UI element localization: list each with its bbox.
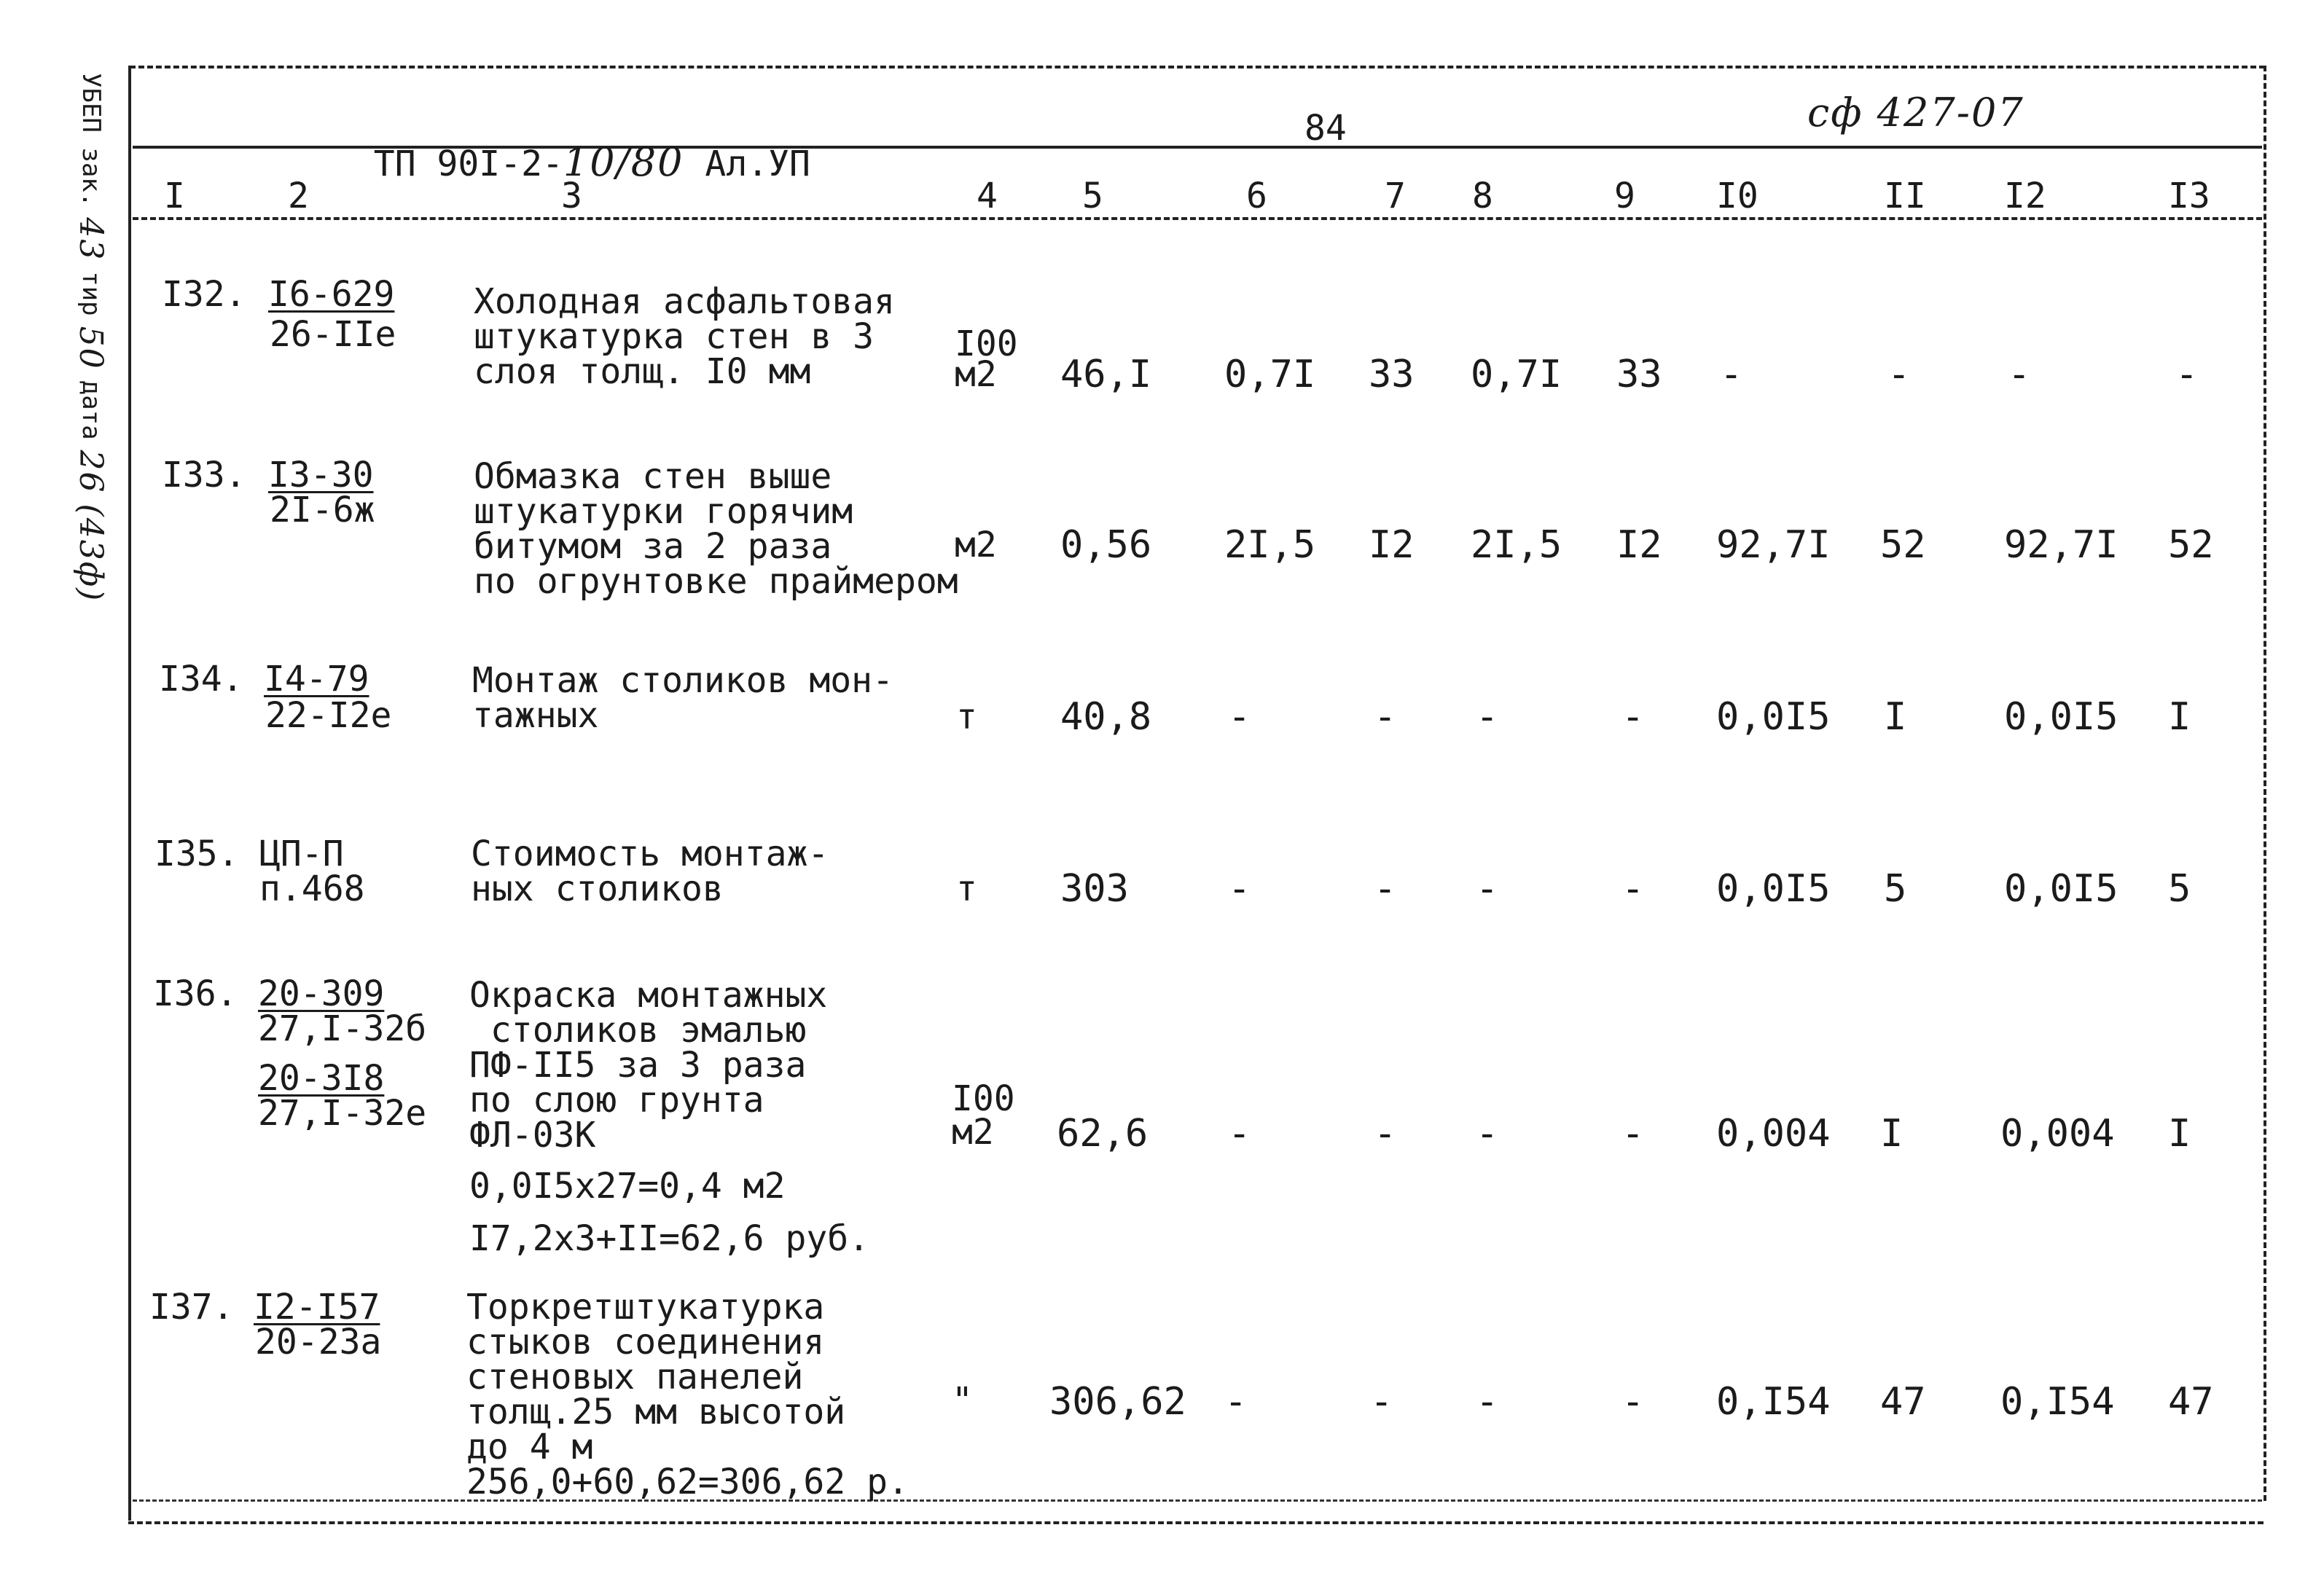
cell-col-7: I2 [1369,523,1415,567]
column-header-rule [133,217,2262,220]
doc-prefix: ТП 90I-2- [373,144,563,184]
cell-col-13: I [2168,695,2191,739]
cell-col-10: - [1720,353,1743,396]
cell-col-7: - [1370,1380,1393,1424]
col-1-header: I [164,176,185,216]
cell-col-11: 5 [1884,867,1907,911]
work-description-line: ПФ-II5 за 3 раза [469,1045,807,1086]
cell-col-12: 92,7I [2004,523,2118,567]
cell-col-12: - [2008,353,2031,396]
work-description-line: Холодная асфальтовая [474,281,895,322]
cell-col-9: - [1621,867,1645,911]
work-description-line: битумом за 2 раза [474,526,832,567]
cell-col-5: 0,56 [1060,523,1152,567]
document-designation [332,108,810,185]
norm-code: 20-309 [258,973,385,1014]
cell-col-10: 92,7I [1716,523,1831,567]
cell-col-13: I [2168,1112,2191,1156]
work-description-line: слоя толщ. I0 мм [474,351,811,392]
work-description-line: толщ.25 мм высотой [466,1392,846,1432]
price-code: 22-I2e [265,695,392,736]
cell-col-6: 0,7I [1224,353,1316,396]
cell-col-5: 40,8 [1060,695,1152,739]
norm-code: I2-I57 [254,1287,380,1328]
cell-col-8: 0,7I [1471,353,1562,396]
col-6-header: 6 [1246,176,1267,216]
col-5-header: 5 [1082,176,1103,216]
work-description-line: тажных [472,695,599,736]
col-2-header: 2 [288,176,309,216]
cell-col-12: 0,0I5 [2004,695,2118,739]
cell-col-8: - [1476,867,1499,911]
sheet-code: сф 427-07 [1807,90,2024,136]
norm-code: I3-30 [268,455,374,495]
cell-col-13: 5 [2168,867,2191,911]
row-number: I33. [162,455,246,495]
doc-suffix: Ал.УП [705,144,810,184]
stamp-order-no: 43 [72,217,110,262]
calculation-note: I7,2x3+II=62,6 руб. [469,1218,870,1259]
cell-col-6: - [1228,867,1251,911]
price-code: п.468 [259,868,365,909]
col-10-header: I0 [1716,176,1758,216]
work-description-line: Торкретштукатурка [466,1287,825,1328]
cell-col-12: 0,0I5 [2004,867,2118,911]
col-8-header: 8 [1472,176,1493,216]
cell-col-11: I [1884,695,1907,739]
cell-col-5: 306,62 [1049,1380,1186,1424]
stamp-label: УБЕП зак. [77,73,106,208]
col-13-header: I3 [2168,176,2210,216]
cell-col-8: 2I,5 [1471,523,1562,567]
norm-code: I4-79 [264,659,369,699]
cell-col-6: - [1228,695,1251,739]
cell-col-9: - [1621,1380,1645,1424]
col-9-header: 9 [1614,176,1635,216]
cell-col-10: 0,0I5 [1716,867,1831,911]
norm-code-2: 20-3I8 [258,1058,385,1099]
cell-col-13: 47 [2168,1380,2214,1424]
col-4-header: 4 [977,176,998,216]
cell-col-8: - [1476,1112,1499,1156]
unit: т [956,697,977,737]
cell-col-9: 33 [1616,353,1662,396]
frame-right-border [2264,66,2266,1501]
cell-col-9: - [1621,695,1645,739]
unit: м2 [952,1112,994,1153]
work-description-line: штукатурки горячим [474,491,853,532]
work-description-line: Обмазка стен выше [474,456,832,497]
row-number: I32. [162,274,246,315]
cell-col-6: - [1224,1380,1248,1424]
cell-col-13: 52 [2168,523,2214,567]
price-code-2: 27,I-32е [258,1093,427,1134]
unit: м2 [955,525,997,565]
col-12-header: I2 [2004,176,2046,216]
cell-col-12: 0,I54 [2000,1380,2115,1424]
cell-col-10: 0,I54 [1716,1380,1831,1424]
work-description-line: стыков соединения [466,1322,825,1362]
norm-code: ЦП-П [259,834,344,874]
cell-col-7: 33 [1369,353,1415,396]
price-code: 27,I-32б [258,1008,427,1049]
cell-col-7: - [1374,867,1397,911]
unit: I00 [952,1078,1015,1119]
cell-col-6: - [1228,1112,1251,1156]
stamp-date: 26 [72,450,110,494]
row-number: I34. [159,659,243,699]
cell-col-11: 52 [1880,523,1926,567]
cell-col-13: - [2175,353,2199,396]
cell-col-7: - [1374,695,1397,739]
work-description-line: ных столиков [471,868,724,909]
frame-top-border [130,66,2265,68]
stamp-date-label: дата [77,380,106,440]
cell-col-10: 0,004 [1716,1112,1831,1156]
side-stamp [58,73,124,627]
cell-col-11: I [1880,1112,1904,1156]
work-description-line: Стоимость монтаж- [471,834,829,874]
work-description-line: Монтаж столиков мон- [472,660,893,701]
norm-code: I6-629 [268,274,395,315]
row-number: I37. [149,1287,234,1328]
cell-col-7: - [1374,1112,1397,1156]
price-code: 26-IIe [270,314,396,355]
cell-col-11: - [1887,353,1911,396]
work-description-line: стеновых панелей [466,1357,804,1397]
work-description-line: Окраска монтажных [469,975,828,1016]
unit: " [952,1380,973,1421]
work-description-line: по огрунтовке праймером [474,561,958,602]
row-number: I35. [154,834,239,874]
calculation-note: 256,0+60,62=306,62 р. [466,1462,909,1502]
footer-rule [133,1499,2262,1502]
cell-col-11: 47 [1880,1380,1926,1424]
frame-left-border [128,66,131,1521]
work-description-line: столиков эмалью [469,1010,807,1051]
col-7-header: 7 [1385,176,1406,216]
cell-col-5: 303 [1060,867,1129,911]
unit: I00 [955,324,1018,364]
cell-col-9: - [1621,1112,1645,1156]
work-description-line: ФЛ-03К [469,1115,596,1156]
doc-handwritten-number: 10/80 [563,139,684,185]
cell-col-5: 62,6 [1057,1112,1149,1156]
cell-col-9: I2 [1616,523,1662,567]
row-number: I36. [153,973,238,1014]
unit: т [956,868,977,909]
work-description-line: по слою грунта [469,1080,764,1121]
col-11-header: II [1884,176,1926,216]
cell-col-12: 0,004 [2000,1112,2115,1156]
cell-col-6: 2I,5 [1224,523,1316,567]
page-number: 84 [1304,108,1347,149]
cell-col-5: 46,I [1060,353,1152,396]
price-code: 2I-6ж [270,490,375,530]
frame-bottom-border [128,1521,2264,1524]
work-description-line: до 4 м [466,1427,593,1467]
stamp-tirazh-label: тир [77,271,106,316]
col-3-header: 3 [561,176,582,216]
calculation-note: 0,0I5x27=0,4 м2 [469,1166,786,1207]
cell-col-8: - [1476,1380,1499,1424]
cell-col-8: - [1476,695,1499,739]
unit: м2 [955,354,997,395]
stamp-code: (43ф) [72,503,110,603]
work-description-line: штукатурка стен в 3 [474,316,875,357]
cell-col-10: 0,0I5 [1716,695,1831,739]
stamp-tirazh: 50 [72,326,110,370]
price-code: 20-23а [255,1322,382,1362]
